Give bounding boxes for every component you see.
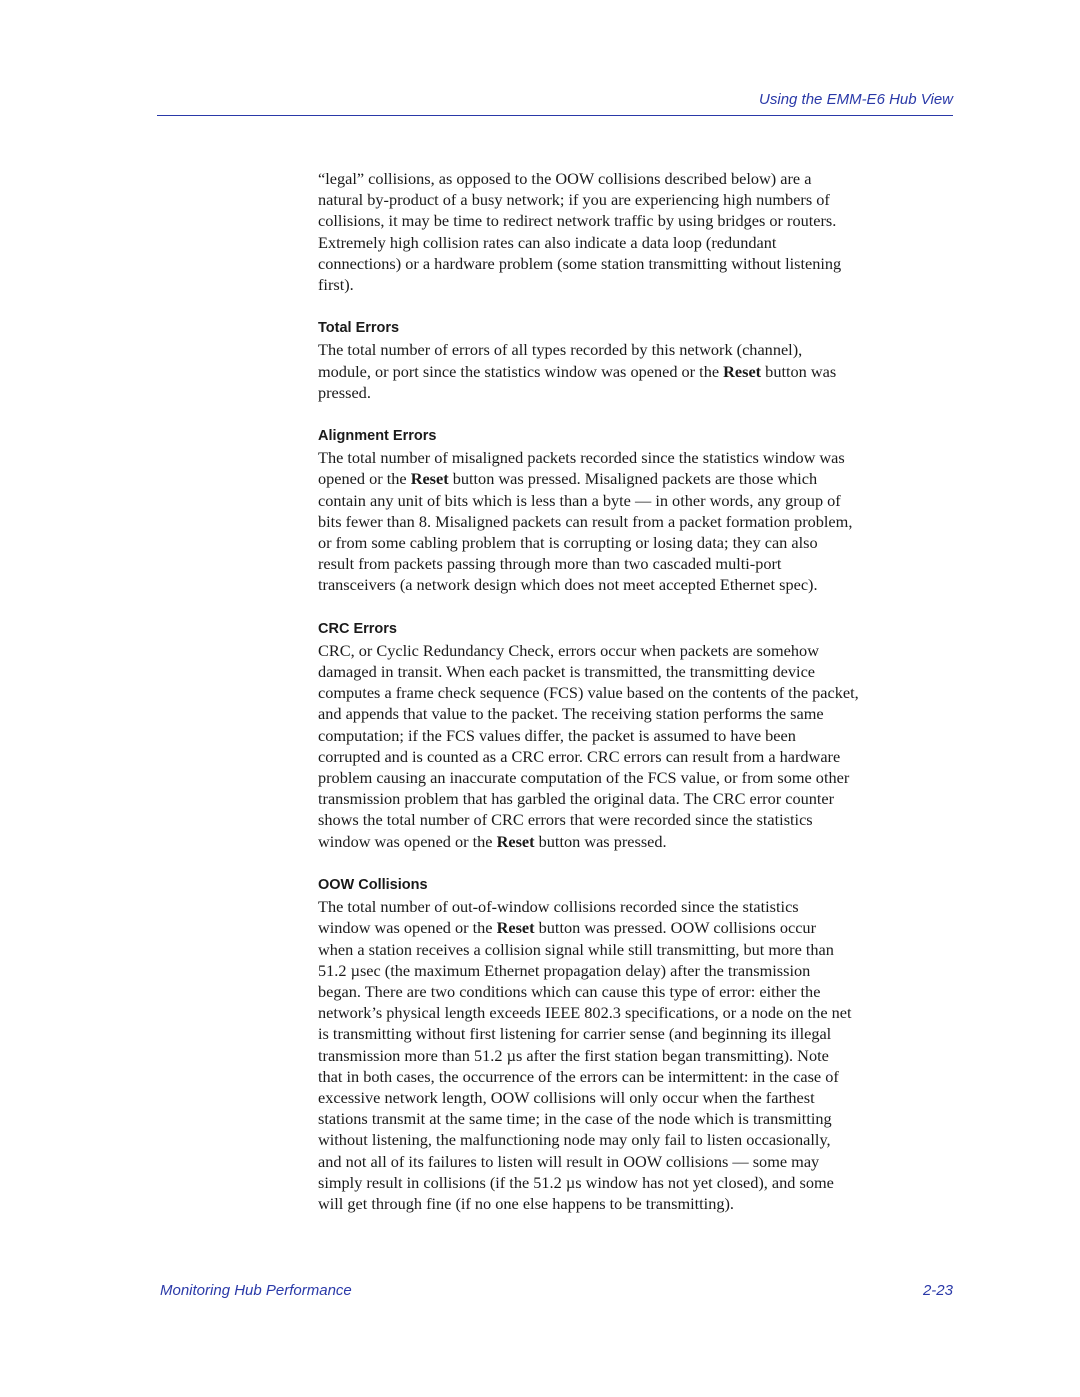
paragraph-line <box>318 1002 958 1023</box>
paragraph-line <box>318 361 958 382</box>
paragraph-line <box>318 339 958 360</box>
paragraph-line <box>318 746 958 767</box>
paragraph-line <box>318 917 958 938</box>
paragraph-line <box>318 788 958 809</box>
section-heading: OOW Collisions <box>318 876 428 893</box>
paragraph-line <box>318 1193 958 1214</box>
text-run: computes a frame check sequence (FCS) value based on the contents of the packet, <box>318 683 859 703</box>
intro-paragraph <box>318 168 958 295</box>
text-run: The total number of out-of-window collisions recorded since the statistics <box>318 897 799 917</box>
intro-line: “legal” collisions, as opposed to the OOW collisions described below) are a <box>318 169 812 188</box>
reset-keyword: Reset <box>723 361 762 381</box>
paragraph-line <box>318 1108 958 1129</box>
paragraph-line <box>318 1087 958 1108</box>
text-run: that in both cases, the occurrence of the errors can be intermittent: in the case of <box>318 1066 839 1086</box>
text-run: when a station receives a collision signal while still transmitting, but more than <box>318 939 834 959</box>
footer-page-number: 2-23 <box>922 1282 953 1299</box>
section-heading: Alignment Errors <box>318 428 437 445</box>
intro-line: connections) or a hardware problem (some station transmitting without listening <box>318 253 842 273</box>
section-paragraph <box>318 640 958 852</box>
text-run: button was pressed. Misaligned packets are those which <box>448 469 818 489</box>
section-paragraph <box>318 447 958 595</box>
section-heading: CRC Errors <box>318 620 397 637</box>
document-body <box>318 168 958 1214</box>
text-run: shows the total number of CRC errors that were recorded since the statistics <box>318 810 813 830</box>
intro-line: natural by-product of a busy network; if you are experiencing high numbers of <box>318 190 830 210</box>
text-run: computation; if the FCS values differ, the packet is assumed to have been <box>318 725 796 745</box>
paragraph-line <box>318 1151 958 1172</box>
section-paragraph <box>318 339 958 403</box>
text-run: transmission problem that has garbled the original data. The CRC error counter <box>318 789 835 809</box>
text-run: 51.2 µsec (the maximum Ethernet propagation delay) after the transmission <box>318 960 811 980</box>
text-run: will get through fine (if no one else happens to be transmitting). <box>318 1193 734 1213</box>
paragraph-line <box>318 939 958 960</box>
paragraph-line <box>318 960 958 981</box>
paragraph-line <box>318 896 958 917</box>
footer-section-title: Monitoring Hub Performance <box>160 1282 352 1299</box>
text-run: began. There are two conditions which can cause this type of error: either the <box>318 981 821 1001</box>
text-run: corrupted and is counted as a CRC error. CRC errors can result from a hardware <box>318 746 841 766</box>
text-run: transmission more than 51.2 µs after the first station began transmitting). Note <box>318 1045 829 1065</box>
paragraph-line <box>318 1045 958 1066</box>
page-header-title: Using the EMM-E6 Hub View <box>759 91 953 108</box>
text-run: contain any unit of bits which is less than a byte — in other words, any group of <box>318 490 841 510</box>
reset-keyword: Reset <box>410 469 449 489</box>
paragraph-line <box>318 1172 958 1193</box>
paragraph-line <box>318 725 958 746</box>
text-run: and appends that value to the packet. The receiving station performs the same <box>318 704 824 724</box>
section-paragraph <box>318 896 958 1214</box>
paragraph-line <box>318 1066 958 1087</box>
text-run: The total number of misaligned packets recorded since the statistics window was <box>318 448 845 468</box>
text-run: result from packets passing through more than two cascaded multi-port <box>318 554 782 574</box>
paragraph-line <box>318 574 958 595</box>
intro-line: collisions, it may be time to redirect network traffic by using bridges or routers. <box>318 211 837 231</box>
text-run: CRC, or Cyclic Redundancy Check, errors occur when packets are somehow <box>318 640 819 660</box>
text-run: opened or the <box>318 469 411 489</box>
paragraph-line <box>318 1023 958 1044</box>
section-heading: Total Errors <box>318 320 400 337</box>
paragraph-line <box>318 447 958 468</box>
paragraph-line <box>318 532 958 553</box>
section-crc-errors <box>318 619 958 852</box>
text-run: window was opened or the <box>318 918 497 938</box>
paragraph-line <box>318 682 958 703</box>
text-run: is transmitting without first listening for carrier sense (and beginning its illegal <box>318 1024 832 1044</box>
text-run: network’s physical length exceeds IEEE 802.3 specifications, or a node on the net <box>318 1003 852 1023</box>
section-total-errors <box>318 318 958 403</box>
paragraph-line <box>318 703 958 724</box>
paragraph-line <box>318 490 958 511</box>
section-oow-collisions <box>318 875 958 1214</box>
sections-container <box>318 318 958 1214</box>
paragraph-line <box>318 661 958 682</box>
text-run: button was pressed. <box>534 831 667 851</box>
paragraph-line <box>318 767 958 788</box>
text-run: window was opened or the <box>318 831 497 851</box>
text-run: bits fewer than 8. Misaligned packets can result from a packet formation problem, <box>318 511 853 531</box>
paragraph-line <box>318 468 958 489</box>
paragraph-line <box>318 382 958 403</box>
text-run: problem causing an inaccurate computation of the FCS value, or from some other <box>318 768 850 788</box>
intro-line: first). <box>318 275 354 295</box>
text-run: transceivers (a network design which does not meet accepted Ethernet spec). <box>318 575 818 595</box>
paragraph-line <box>318 809 958 830</box>
text-run: pressed. <box>318 382 371 402</box>
text-run: excessive network length, OOW collisions will only occur when the farthest <box>318 1087 815 1107</box>
paragraph-line <box>318 981 958 1002</box>
reset-keyword: Reset <box>496 831 535 851</box>
text-run: The total number of errors of all types recorded by this network (channel), <box>318 340 803 360</box>
text-run: damaged in transit. When each packet is transmitted, the transmitting device <box>318 662 816 682</box>
text-run: stations transmit at the same time; in the case of the node which is transmitting <box>318 1109 832 1129</box>
reset-keyword: Reset <box>496 918 535 938</box>
paragraph-line <box>318 553 958 574</box>
text-run: and not all of its failures to listen will result in OOW collisions — some may <box>318 1151 820 1171</box>
text-run: or from some cabling problem that is corrupting or losing data; they can also <box>318 533 818 553</box>
text-run: simply result in collisions (if the 51.2 µs window has not yet closed), and some <box>318 1172 834 1192</box>
paragraph-line <box>318 511 958 532</box>
paragraph-line <box>318 831 958 852</box>
text-run: module, or port since the statistics window was opened or the <box>318 361 724 381</box>
text-run: button was <box>761 361 837 381</box>
page-header-rule <box>157 115 953 116</box>
section-alignment-errors <box>318 426 958 596</box>
paragraph-line <box>318 1129 958 1150</box>
text-run: button was pressed. OOW collisions occur <box>534 918 816 938</box>
intro-line: Extremely high collision rates can also indicate a data loop (redundant <box>318 232 777 252</box>
paragraph-line <box>318 640 958 661</box>
text-run: without listening, the malfunctioning node may only fail to listen occasionally, <box>318 1130 831 1150</box>
